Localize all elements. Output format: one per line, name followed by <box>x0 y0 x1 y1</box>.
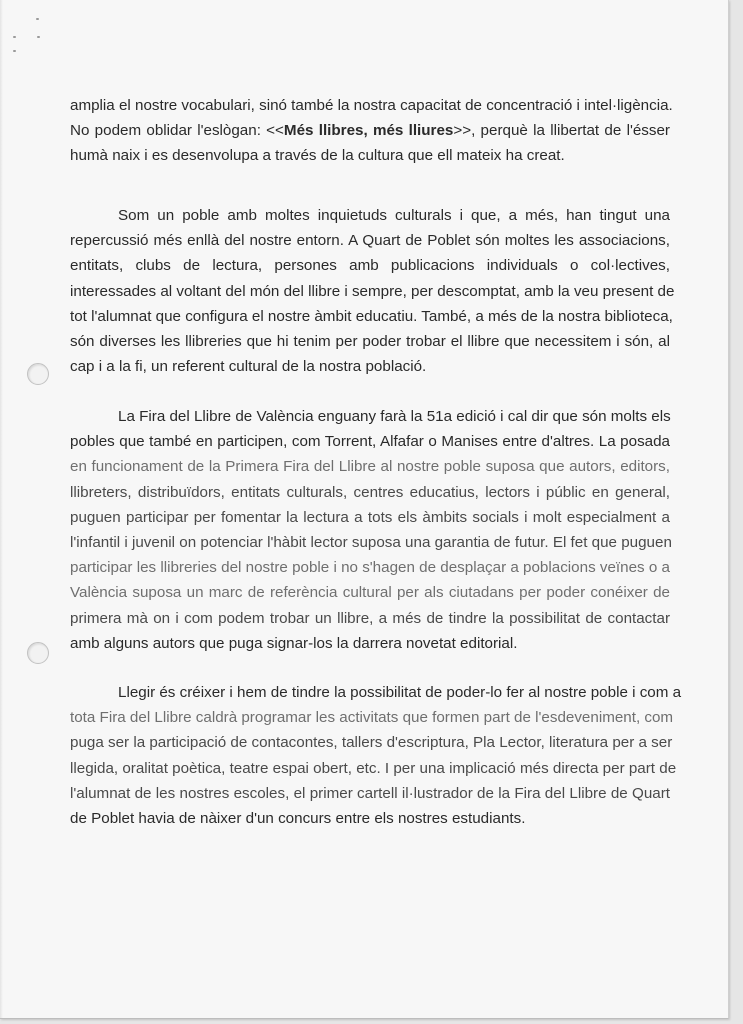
punch-hole-icon <box>27 642 49 664</box>
slogan-prefix: No podem oblidar l'eslògan: << <box>70 122 284 140</box>
text-line: Som un poble amb moltes inquietuds culturals i que, a més, han tingut una <box>118 207 670 224</box>
paragraph-2 <box>70 203 675 379</box>
paragraph-4 <box>70 680 682 831</box>
text-line: són diverses les llibreries que hi tenim per poder trobar el llibre que necessitem i són, al <box>70 332 670 350</box>
text-line: Llegir és créixer i hem de tindre la possibilitat de poder-lo fer al nostre poble i com a <box>118 684 682 701</box>
staple-marks <box>10 14 60 64</box>
punch-hole-icon <box>27 363 49 385</box>
text-line: humà naix i es desenvolupa a través de la cultura que ell mateix ha creat. <box>70 147 565 165</box>
text-line: l'alumnat de les nostres escoles, el primer cartell il·lustrador de la Fira del Llibre de Quart <box>70 784 670 802</box>
text-line: interessades al voltant del món del llibre i sempre, per descomptat, amb la veu present de <box>70 282 675 300</box>
text-line: de Poblet havia de nàixer d'un concurs entre els nostres estudiants. <box>70 809 526 827</box>
text-line: primera mà on i com podem trobar un llibre, a més de tindre la possibilitat de contactar <box>70 609 670 627</box>
text-line: puga ser la participació de contacontes, tallers d'escriptura, Pla Lector, literatura per a ser <box>70 734 673 752</box>
text-line: tota Fira del Llibre caldrà programar les activitats que formen part de l'esdeveniment, com <box>70 709 674 727</box>
text-line: participar les llibreries del nostre poble i no s'hagen de desplaçar a poblacions veïnes o a <box>70 559 670 577</box>
slogan-bold: Més llibres, més lliures <box>283 122 454 140</box>
paragraph-3 <box>70 404 670 656</box>
text-line: tot l'alumnat que configura el nostre àmbit educatiu. També, a més de la nostra biblioteca, <box>70 307 673 325</box>
text-line: amb alguns autors que puga signar-los la darrera novetat editorial. <box>70 634 518 652</box>
paragraph-1 <box>70 93 673 169</box>
text-line: entitats, clubs de lectura, persones amb publicacions individuals o col·lectives, <box>70 257 670 275</box>
text-line: en funcionament de la Primera Fira del Llibre al nostre poble suposa que autors, editors, <box>70 458 670 476</box>
text-line: cap i a la fi, un referent cultural de la nostra població. <box>70 358 427 376</box>
text-line: repercussió més enllà del nostre entorn. A Quart de Poblet són moltes les associacions, <box>70 232 670 250</box>
text-line: llibreters, distribuïdors, entitats culturals, centres educatius, lectors i públic en general, <box>70 483 670 501</box>
text-line: València suposa un marc de referència cultural per als ciutadans per poder conéixer de <box>70 584 670 602</box>
text-line: l'infantil i juvenil on potenciar l'hàbit lector suposa una garantia de futur. El fet que puguen <box>70 533 672 551</box>
text-line: La Fira del Llibre de València enguany farà la 51a edició i cal dir que són molts els <box>118 408 671 425</box>
text-line: llegida, oralitat poètica, teatre espai obert, etc. I per una implicació més directa per part de <box>70 759 677 777</box>
text-line: amplia el nostre vocabulari, sinó també la nostra capacitat de concentració i intel·ligència. <box>70 97 673 114</box>
text-line: pobles que també en participen, com Torrent, Alfafar o Manises entre d'altres. La posada <box>70 433 670 451</box>
slogan-suffix: >>, perquè la llibertat de l'ésser <box>453 122 670 140</box>
page-edge-shadow <box>0 0 3 1018</box>
slogan-line <box>70 118 670 143</box>
text-line: puguen participar per fomentar la lectura a tots els àmbits socials i molt especialment a <box>70 508 670 526</box>
